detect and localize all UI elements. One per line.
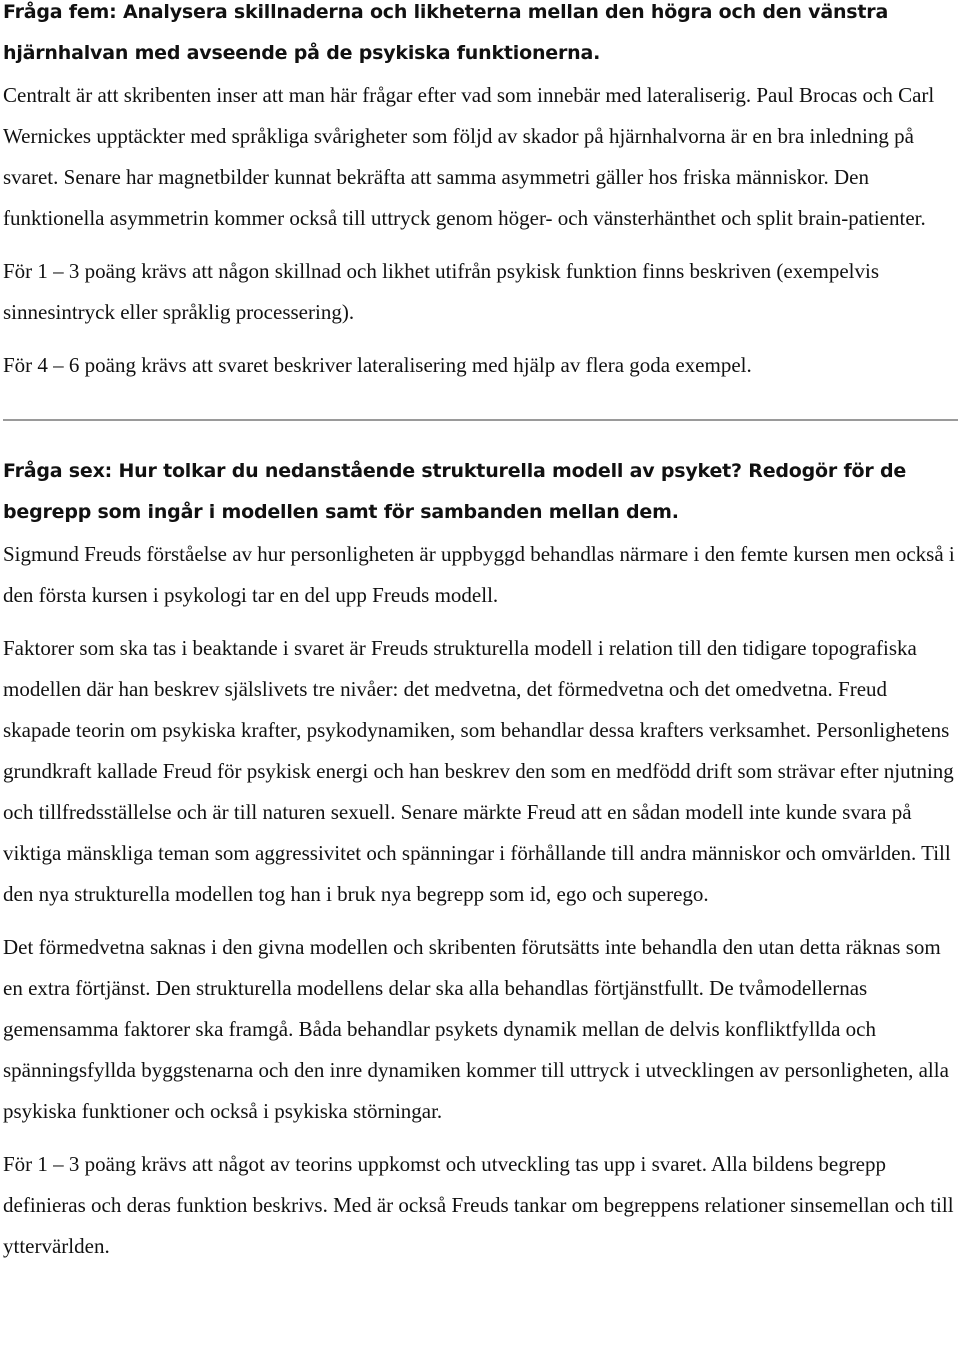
question-five-section <box>3 0 955 386</box>
question-six-paragraph: Faktorer som ska tas i beaktande i svaret är Freuds strukturella modell i relation till den tidigare topografiska modellen där han beskrev själslivets tre nivåer: det medvetna, det förmedvetna och det omedvetna. Freud skapade teorin om psykiska krafter, psykodynamiken, som behandlar dessa krafters verksamhet. Personlighetens grundkraft kallade Freud för psykisk energi och han beskrev den som en medfödd drift som strävar efter njutning och tillfredsställelse och är till naturen sexuell. Senare märkte Freud att en sådan modell inte kunde svara på viktiga mänskliga teman som aggressivitet och spänningar i förhållande till andra människor och omvärlden. Till den nya strukturella modellen tog han i bruk nya begrepp som id, ego och superego. <box>3 636 954 906</box>
question-six-paragraph: För 1 – 3 poäng krävs att något av teorins uppkomst och utveckling tas upp i svaret. Alla bildens begrepp definieras och deras funktion beskrivs. Med är också Freuds tankar om begreppens relationer sinsemellan och till yttervärlden. <box>3 1152 954 1258</box>
question-six-section <box>3 451 955 1267</box>
section-divider <box>3 419 958 421</box>
question-six-paragraph: Det förmedvetna saknas i den givna modellen och skribenten förutsätts inte behandla den utan detta räknas som en extra förtjänst. Den strukturella modellens delar ska alla behandlas förtjänstfullt. De tvåmodellernas gemensamma faktorer ska framgå. Båda behandlar psykets dynamik mellan de delvis konfliktfyllda och spänningsfyllda byggstenarna och den inre dynamiken kommer till uttryck i utvecklingen av personligheten, alla psykiska funktioner och också i psykiska störningar. <box>3 935 949 1123</box>
question-five-paragraph: För 4 – 6 poäng krävs att svaret beskriver lateralisering med hjälp av flera goda exempel. <box>3 353 752 377</box>
question-six-heading: Fråga sex: Hur tolkar du nedanstående strukturella modell av psyket? Redogör för de begrepp som ingår i modellen samt för sambanden mellan dem. <box>3 460 907 523</box>
question-five-paragraph: Centralt är att skribenten inser att man här frågar efter vad som innebär med lateraliserig. Paul Brocas och Carl Wernickes upptäckter med språkliga svårigheter som följd av skador på hjärnhalvorna är en bra inledning på svaret. Senare har magnetbilder kunnat bekräfta att samma asymmetri gäller hos friska människor. Den funktionella asymmetrin kommer också till uttryck genom höger- och vänsterhänthet och split brain-patienter. <box>3 83 935 230</box>
question-six-paragraph: Sigmund Freuds förståelse av hur personligheten är uppbyggd behandlas närmare i den femte kursen men också i den första kursen i psykologi tar en del upp Freuds modell. <box>3 542 955 607</box>
document-page <box>3 0 955 1267</box>
question-five-paragraph: För 1 – 3 poäng krävs att någon skillnad och likhet utifrån psykisk funktion finns beskriven (exempelvis sinnesintryck eller språklig processering). <box>3 259 880 324</box>
question-five-heading: Fråga fem: Analysera skillnaderna och likheterna mellan den högra och den vänstra hjärnhalvan med avseende på de psykiska funktionerna. <box>3 1 889 64</box>
